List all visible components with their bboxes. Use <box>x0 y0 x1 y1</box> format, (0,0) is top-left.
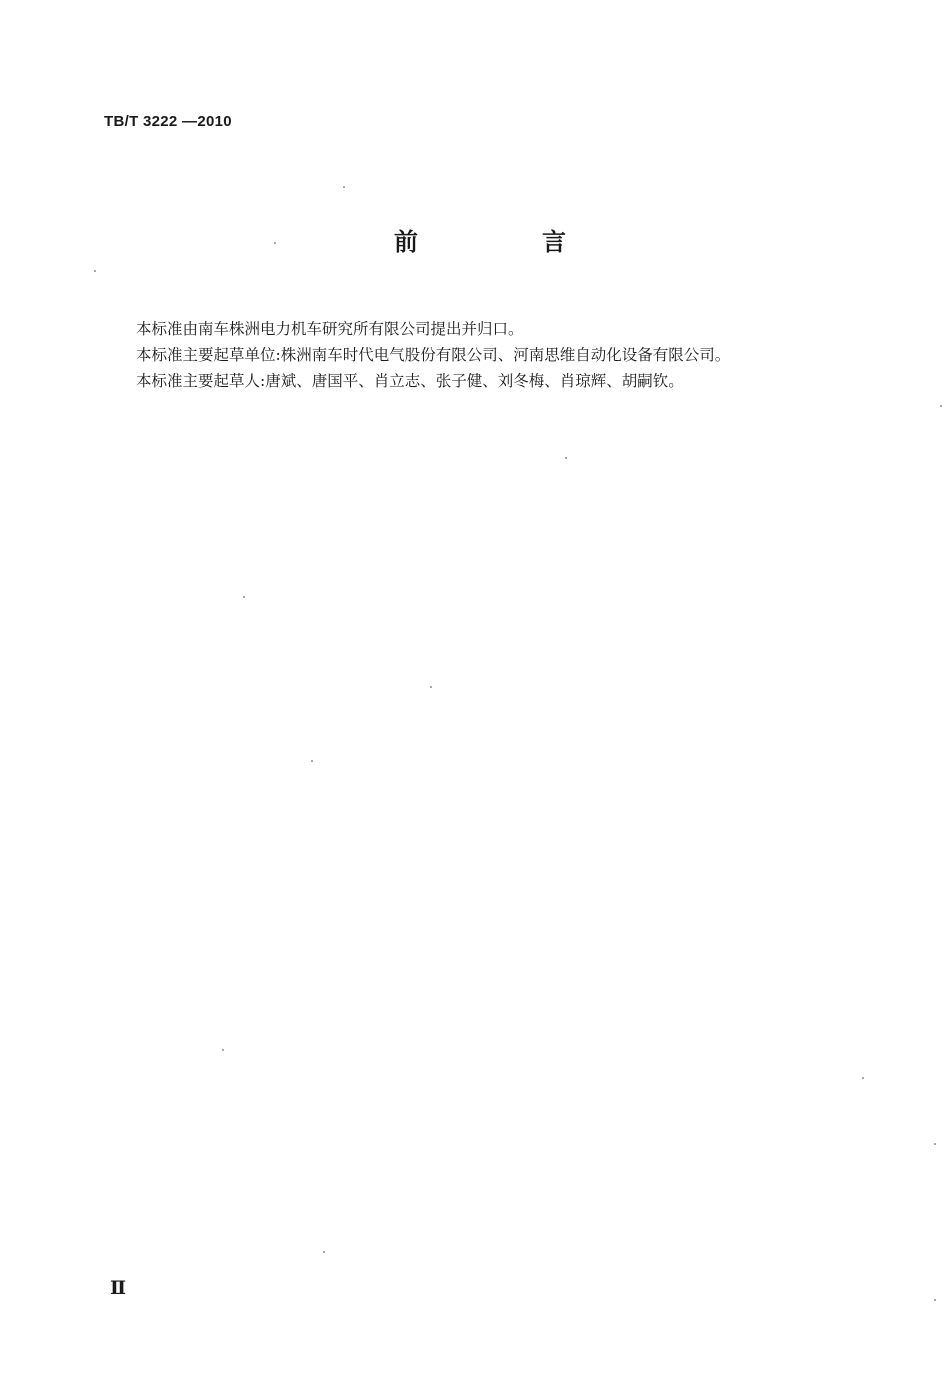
standard-code: TB/T 3222 —2010 <box>104 113 232 130</box>
scan-speck <box>311 760 313 762</box>
scan-speck <box>243 596 245 598</box>
scan-speck <box>940 405 942 407</box>
scan-speck <box>862 1077 864 1079</box>
scan-speck <box>343 186 345 188</box>
paragraph-drafters: 本标准主要起草人:唐斌、唐国平、肖立志、张子健、刘冬梅、肖琼辉、胡嗣钦。 <box>136 372 684 390</box>
scan-speck <box>430 686 432 688</box>
paragraph-proposer: 本标准由南车株洲电力机车研究所有限公司提出并归口。 <box>136 320 524 338</box>
scan-speck <box>565 457 567 459</box>
scan-speck <box>323 1251 325 1253</box>
scan-speck <box>934 1299 936 1301</box>
page-title: 前 言 <box>394 228 616 256</box>
scan-speck <box>222 1049 224 1051</box>
page-number: Ⅱ <box>110 1278 127 1299</box>
paragraph-drafting-units: 本标准主要起草单位:株洲南车时代电气股份有限公司、河南思维自动化设备有限公司。 <box>136 346 731 364</box>
scan-speck <box>934 1143 936 1145</box>
scan-speck <box>274 242 276 244</box>
scan-speck <box>94 270 96 272</box>
foreword-body <box>136 316 856 394</box>
